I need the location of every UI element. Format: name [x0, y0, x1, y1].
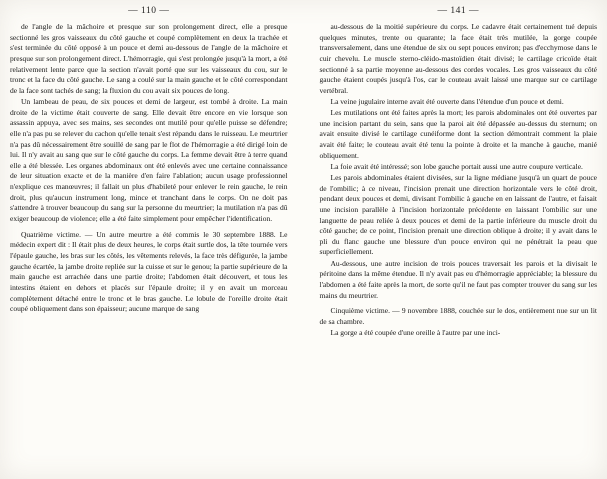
two-column-layout [10, 4, 597, 475]
paragraph: Au-dessous, une autre incision de trois pouces traversait les parois et la divisait le péritoine dans la même étendue. Il n'y avait pas eu d'hémorragie appréciable; la blessure du l'abdomen a été faite après la mort, de sorte qu'il ne faut pas compter trouver du sang sur les mains du meurtrier. [319, 258, 597, 300]
paragraph: Un lambeau de peau, de six pouces et demi de largeur, est tombé à droite. La main droite de la victime était couverte de sang. Elle devait être encore en vie lorsque son assassin appuya, avec ses mains, ses secondes ont mutilé pour qu'elle puisse se défendre; elle n'a pas pu se relever du cachon qu'elle tenait s'est répandu dans le ruisseau. Le meurtrier n'a pas dû nécessairement être souillé de sang par le flot de l'hémorragie a été dirigé loin de lui. Il n'y avait au sang que sur le côté gauche du corps. La femme devait être à terre quand elle a été blessée. Les organes abdominaux ont été enlevés avec une certaine connaissance de leur situation exacte et de la manière d'en faire l'ablation; aucun usage professionnel n'explique ces manœuvres; il fallait un plus d'habileté pour enlever le rein gauche, le rein droit, plus qu'aucun instrument long, mince et tranchant dans le corps. On ne doit pas s'attendre à trouver beaucoup du sang sur la personne du meurtrier; la mutilation n'a pas dû exiger beaucoup de violence; elle a été faite simplement pour empêcher l'identification. [10, 96, 288, 224]
right-column [304, 4, 598, 475]
paragraph: La veine jugulaire interne avait été ouverte dans l'étendue d'un pouce et demi. [330, 96, 564, 106]
paragraph: Les mutilations ont été faites après la mort; les parois abdominales ont été ouvertes par une incision partant du sein, sans que la paroi ait été dépassée au-dessus du sternum; on avait ensuite divisé le cartilage cunéiforme dont la section démontrait comment la plaie avait été faite; le couteau avait été tenu la pointe à droite et la manche à gauche, manié obliquement. [319, 108, 597, 160]
paragraph: La gorge a été coupée d'une oreille à l'autre par une inci- [330, 327, 501, 337]
paragraph: de l'angle de la mâchoire et presque sur son prolongement direct, elle a presque sectionné les gros vaisseaux du côté gauche et coupé complètement en deux la trachée et s'est terminée du côté opposé à un pouce et demi au-dessous de l'angle de la mâchoire et presque sur son prolongement direct. L'hémorragie, qui s'est prolongée jusqu'à la mort, a été relativement lente parce que la section n'avait porté que sur les vaisseaux du cou, sur le tronc et la face du côté gauche. Le sang a coulé sur la main gauche et le côté correspondant de la face sont tachés de sang; la fluxion du cou avait six pouces de long. [10, 22, 288, 95]
left-page-number: — 110 — [128, 6, 170, 16]
paragraph-cinquieme-victime: Cinquième victime. — 9 novembre 1888, couchée sur le dos, entièrement nue sur un lit de sa chambre. [319, 306, 597, 326]
paragraph-quatrieme-victime: Quatrième victime. — Un autre meurtre a été commis le 30 septembre 1888. Le médecin expert dit : Il était plus de deux heures, le corps était surtle dos, la tête tournée vers l'épaule gauche, les bras sur les côtés, les vêtements relevés, la face très défigurée, la jambe gauche écartée, la jambe droite repliée sur la cuisse et sur le genou; la partie supérieure de la main gauche est arrachée dans une partie droite; l'abdomen était découvert, et tous les intestins étaient en dehors et placés sur l'épaule droite; il y en avait un morceau complètement détaché entre le tronc et le bras gauche. Le lobule de l'oreille droite était coupé obliquement dans son épaisseur; aucune marque de sang [10, 229, 288, 314]
paragraph: Les parois abdominales étaient divisées, sur la ligne médiane jusqu'à un quart de pouce de l'ombilic; à ce niveau, l'incision prenait une direction horizontale vers le côté droit, pendant deux pouces et demi, divisant l'ombilic à gauche en en laissant de l'autre, et faisait une incision parallèle à l'incision horizontale précédente en laissant l'ombilic sur une languette de peau reliée à deux pouces et demi de la partie inférieure du muscle droit du côté gauche; de ce point, l'incision prenait une direction oblique à droite; il y avait dans le pli du flanc gauche une blessure d'un pouce environ qui ne pénétrait la peau que superficiellement. [319, 172, 597, 257]
paragraph: La foie avait été intéressé; son lobe gauche portait aussi une autre coupure verticale. [330, 161, 583, 171]
left-column [10, 4, 304, 475]
right-page-number: — 141 — [437, 6, 479, 16]
paragraph: au-dessous de la moitié supérieure du corps. Le cadavre était certainement tué depuis quelques minutes, trente ou quarante; la face était très mutilée, la gorge coupée transversalement, dans une étendue de six ou sept pouces environ; pas d'ecchymose dans le cuir chevelu. Le muscle sterno-cléido-mastoïdien était divisé; le cartilage cricoïde était sectionné à sa partie moyenne au-dessous des cordes vocales. Les gros vaisseaux du côté gauche étaient coupés jusqu'à l'os, car le couteau avait laissé une marque sur ce cartilage vertébral. [319, 22, 597, 95]
